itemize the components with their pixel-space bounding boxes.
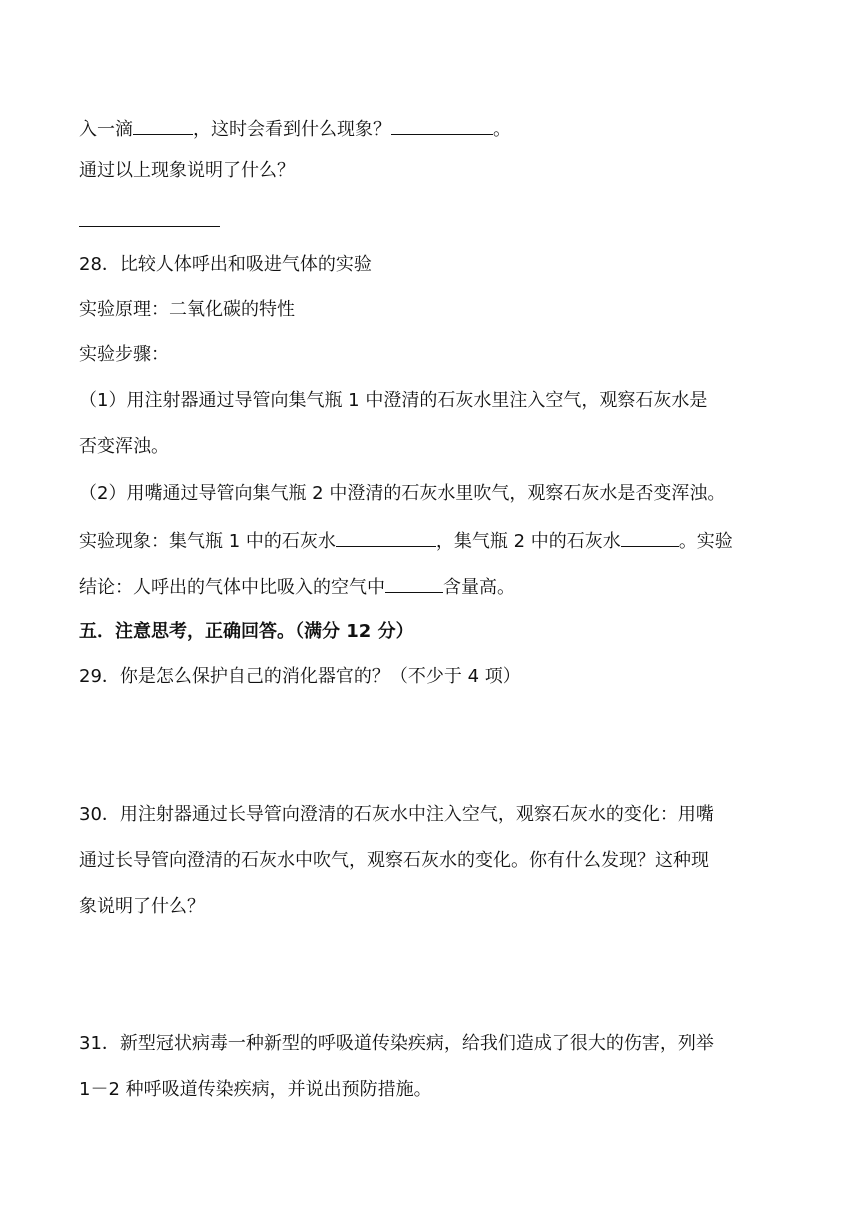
experiment-phenomenon xyxy=(79,528,733,554)
experiment-step-2: （2）用嘴通过导管向集气瓶 2 中澄清的石灰水里吹气，观察石灰水是否变浑浊。 xyxy=(79,483,726,504)
question-27-prompt: 通过以上现象说明了什么？ xyxy=(79,160,295,181)
answer-blank[interactable] xyxy=(133,116,193,135)
question-30-cont: 象说明了什么？ xyxy=(79,896,205,917)
question-27-line xyxy=(79,116,511,142)
experiment-conclusion xyxy=(79,574,515,600)
question-28-title: 28．比较人体呼出和吸进气体的实验 xyxy=(79,254,372,275)
answer-blank[interactable] xyxy=(385,574,443,593)
text-segment: 结论：人呼出的气体中比吸入的空气中 xyxy=(79,577,385,598)
experiment-principle: 实验原理：二氧化碳的特性 xyxy=(79,299,295,320)
text-segment: 实验现象：集气瓶 1 中的石灰水 xyxy=(79,531,336,552)
text-segment: ，集气瓶 2 中的石灰水 xyxy=(435,531,621,552)
experiment-steps-label: 实验步骤： xyxy=(79,344,169,365)
question-31-cont: 1－2 种呼吸道传染疾病，并说出预防措施。 xyxy=(79,1079,432,1100)
answer-blank[interactable] xyxy=(336,528,436,547)
question-29: 29．你是怎么保护自己的消化器官的？（不少于 4 项） xyxy=(79,666,521,687)
section-5-heading: 五．注意思考，正确回答。（满分 12 分） xyxy=(79,621,414,642)
experiment-step-1-cont: 否变浑浊。 xyxy=(79,436,169,457)
text-segment: 。 xyxy=(493,119,511,140)
question-30-cont: 通过长导管向澄清的石灰水中吹气，观察石灰水的变化。你有什么发现？这种现 xyxy=(79,850,709,871)
answer-blank[interactable] xyxy=(621,528,679,547)
text-segment: ，这时会看到什么现象？ xyxy=(193,119,391,140)
text-segment: 入一滴 xyxy=(79,119,133,140)
text-segment: 。实验 xyxy=(678,531,733,552)
text-segment: 含量高。 xyxy=(443,577,515,598)
answer-blank[interactable] xyxy=(391,116,493,135)
answer-line[interactable] xyxy=(79,226,220,227)
question-30: 30．用注射器通过长导管向澄清的石灰水中注入空气，观察石灰水的变化：用嘴 xyxy=(79,804,714,825)
question-31: 31．新型冠状病毒一种新型的呼吸道传染疾病，给我们造成了很大的伤害，列举 xyxy=(79,1033,714,1054)
experiment-step-1: （1）用注射器通过导管向集气瓶 1 中澄清的石灰水里注入空气，观察石灰水是 xyxy=(79,390,708,411)
